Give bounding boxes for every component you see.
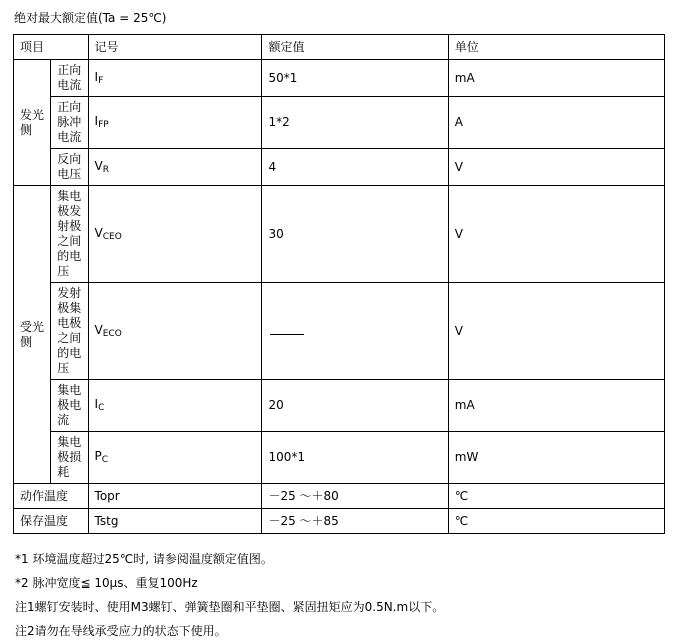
symbol-sub: F <box>98 75 104 86</box>
symbol-main: I <box>94 397 99 411</box>
param-unit: A <box>448 97 664 149</box>
param-unit: V <box>448 283 664 380</box>
group-label-emitter: 发光侧 <box>14 60 51 186</box>
footnote-2: *2 脉冲宽度≦ 10µs、重复100Hz <box>15 576 198 590</box>
param-value: 50*1 <box>262 60 448 97</box>
param-symbol <box>88 432 262 484</box>
param-name: 保存温度 <box>14 509 89 534</box>
param-unit: V <box>448 149 664 186</box>
param-value: －25 ～＋80 <box>262 484 448 509</box>
symbol-sub: R <box>102 164 110 175</box>
header-rating: 额定值 <box>262 35 448 60</box>
param-name: 动作温度 <box>14 484 89 509</box>
param-unit: mA <box>448 380 664 432</box>
table-row <box>14 97 665 149</box>
param-symbol: Tstg <box>88 509 262 534</box>
param-name: 正向脉冲电流 <box>51 97 88 149</box>
symbol-sub: C <box>101 455 109 465</box>
symbol-sub: FP <box>98 120 109 130</box>
table-row <box>14 149 665 186</box>
param-unit: mA <box>448 60 664 97</box>
symbol-main: V <box>94 158 103 173</box>
footnote-1: *1 环境温度超过25℃时, 请参阅温度额定值图。 <box>15 552 273 566</box>
header-symbol: 记号 <box>88 35 262 60</box>
param-unit: V <box>448 186 664 283</box>
symbol-sub: CEO <box>102 231 122 242</box>
param-value: 20 <box>262 380 448 432</box>
table-row <box>14 283 665 380</box>
param-symbol <box>88 380 262 432</box>
table-row <box>14 186 665 283</box>
param-symbol <box>88 283 262 380</box>
footnotes <box>15 548 665 642</box>
param-name: 集电极电流 <box>51 380 88 432</box>
table-row <box>14 60 665 97</box>
param-value: 4 <box>262 149 448 186</box>
param-value: 30 <box>262 186 448 283</box>
footnote-3: 注1螺钉安装时、使用M3螺钉、弹簧垫圈和平垫圈、紧固扭矩应为0.5N.m以下。 <box>15 600 445 614</box>
param-symbol <box>88 97 262 149</box>
param-symbol <box>88 186 262 283</box>
param-name: 反向电压 <box>51 149 88 186</box>
symbol-main: I <box>94 69 99 84</box>
param-symbol <box>88 60 262 97</box>
header-unit: 单位 <box>448 35 664 60</box>
symbol-main: V <box>94 225 103 240</box>
symbol-sub: C <box>98 403 105 413</box>
page-title: 绝对最大额定值(Ta = 25℃) <box>14 11 167 25</box>
empty-value-dash <box>270 327 304 335</box>
param-name: 集电极发射极之间的电压 <box>51 186 88 283</box>
param-name: 发射极集电极之间的电压 <box>51 283 88 380</box>
table-row <box>14 380 665 432</box>
symbol-main: V <box>94 322 103 337</box>
param-unit: mW <box>448 432 664 484</box>
param-value: 100*1 <box>262 432 448 484</box>
table-row <box>14 509 665 534</box>
symbol-sub: ECO <box>102 328 122 339</box>
param-unit: ℃ <box>448 484 664 509</box>
header-item: 项目 <box>14 35 89 60</box>
table-header-row <box>14 35 665 60</box>
group-label-detector: 受光侧 <box>14 186 51 484</box>
param-name: 集电极损耗 <box>51 432 88 484</box>
param-value: －25 ～＋85 <box>262 509 448 534</box>
table-row <box>14 484 665 509</box>
param-symbol: Topr <box>88 484 262 509</box>
table-row <box>14 432 665 484</box>
param-symbol <box>88 149 262 186</box>
absolute-maximum-ratings-table <box>13 34 665 534</box>
param-name: 正向电流 <box>51 60 88 97</box>
symbol-main: P <box>94 449 102 463</box>
footnote-4: 注2请勿在导线承受应力的状态下使用。 <box>15 624 227 638</box>
param-value: 1*2 <box>262 97 448 149</box>
param-value <box>262 283 448 380</box>
symbol-main: I <box>94 114 99 128</box>
param-unit: ℃ <box>448 509 664 534</box>
